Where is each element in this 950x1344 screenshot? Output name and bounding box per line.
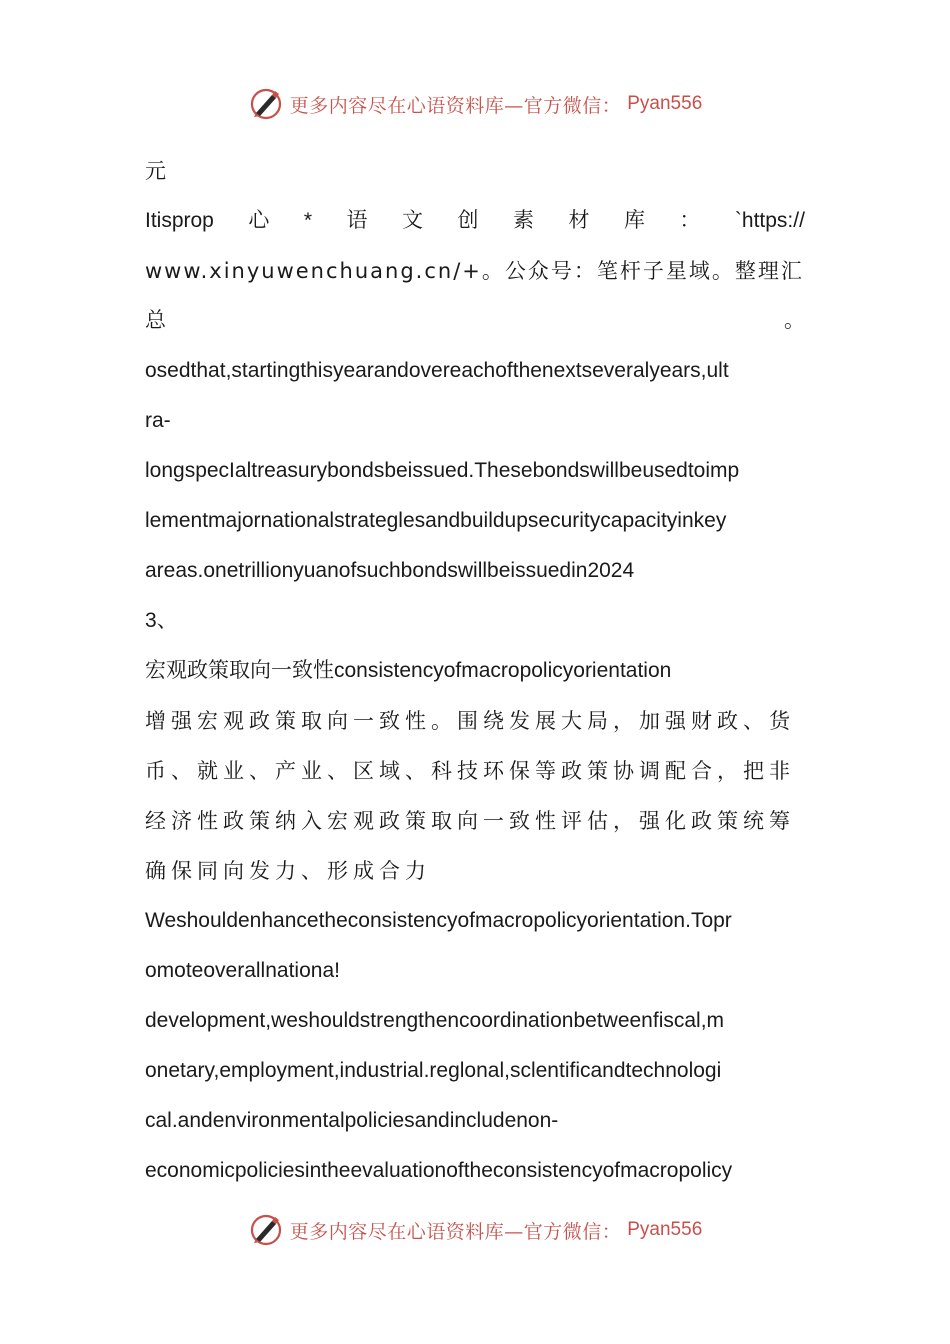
text-line-3: www.xinyuwenchuang.cn/+。公众号：笔杆子星域。整理汇	[145, 259, 804, 283]
token: 。	[784, 309, 805, 332]
text-line-18: development,weshouldstrengthencoordinationbetweenfiscal,m	[145, 1009, 725, 1032]
footer-banner-group	[248, 1212, 703, 1248]
text-line-4	[145, 296, 805, 346]
token: 语	[346, 209, 368, 232]
token: 总	[145, 309, 166, 332]
text-line-5: osedthat,startingthisyearandovereachofthenextseveralyears,ult	[145, 359, 729, 382]
text-line-15: 确保同向发力、形成合力	[145, 859, 431, 883]
token: 文	[402, 209, 423, 232]
text-line-8: lementmajornationalstrateglesandbuildupsecuritycapacityinkey	[145, 509, 727, 532]
text-line-21: economicpoliciesintheevaluationoftheconsistencyofmacropolicy	[145, 1159, 733, 1182]
text-line-2	[145, 196, 805, 246]
header-banner	[0, 84, 950, 124]
section-heading: 宏观政策取向一致性consistencyofmacropolicyorientation	[145, 659, 672, 682]
footer-wechat-id: Pyan556	[627, 1219, 703, 1240]
text-line-7: longspecIaltreasurybondsbeissued.Thesebondswillbeusedtoimp	[145, 459, 740, 482]
header-wechat-id: Pyan556	[627, 93, 703, 114]
header-banner-group	[248, 86, 703, 122]
text-line-17: omoteoverallnationa!	[145, 959, 340, 982]
token: `https://	[734, 209, 805, 232]
token: 素	[512, 209, 534, 232]
token: ：	[679, 209, 701, 232]
text-line-10: 3、	[145, 609, 178, 632]
footer-banner-text: 更多内容尽在心语资料库—官方微信：	[289, 1220, 622, 1243]
footer-banner	[0, 1210, 950, 1250]
text-line-12: 增强宏观政策取向一致性。围绕发展大局，加强财政、货	[145, 709, 795, 733]
token: *	[303, 209, 313, 232]
token: 创	[457, 209, 479, 232]
token: 材	[568, 209, 590, 232]
text-line-19: onetary,employment,industrial.reglonal,sclentificandtechnologi	[145, 1059, 722, 1082]
text-line-20: cal.andenvironmentalpoliciesandincludenon-	[145, 1109, 559, 1132]
token: 库	[623, 209, 645, 232]
text-line-1: 元	[145, 159, 171, 183]
token: 心	[248, 209, 270, 232]
text-line-14: 经济性政策纳入宏观政策取向一致性评估，强化政策统筹	[145, 809, 795, 833]
text-line-16: Weshouldenhancetheconsistencyofmacropolicyorientation.Topr	[145, 909, 732, 932]
text-line-6: ra-	[145, 409, 171, 432]
header-banner-text: 更多内容尽在心语资料库—官方微信：	[289, 94, 622, 117]
text-line-13: 币、就业、产业、区域、科技环保等政策协调配合，把非	[145, 759, 795, 783]
text-line-9: areas.onetrillionyuanofsuchbondswillbeissuedin2024	[145, 559, 635, 582]
document-body	[145, 146, 805, 1196]
token: Itisprop	[145, 209, 214, 232]
pen-logo-icon	[248, 86, 284, 122]
pen-logo-icon	[248, 1212, 284, 1248]
